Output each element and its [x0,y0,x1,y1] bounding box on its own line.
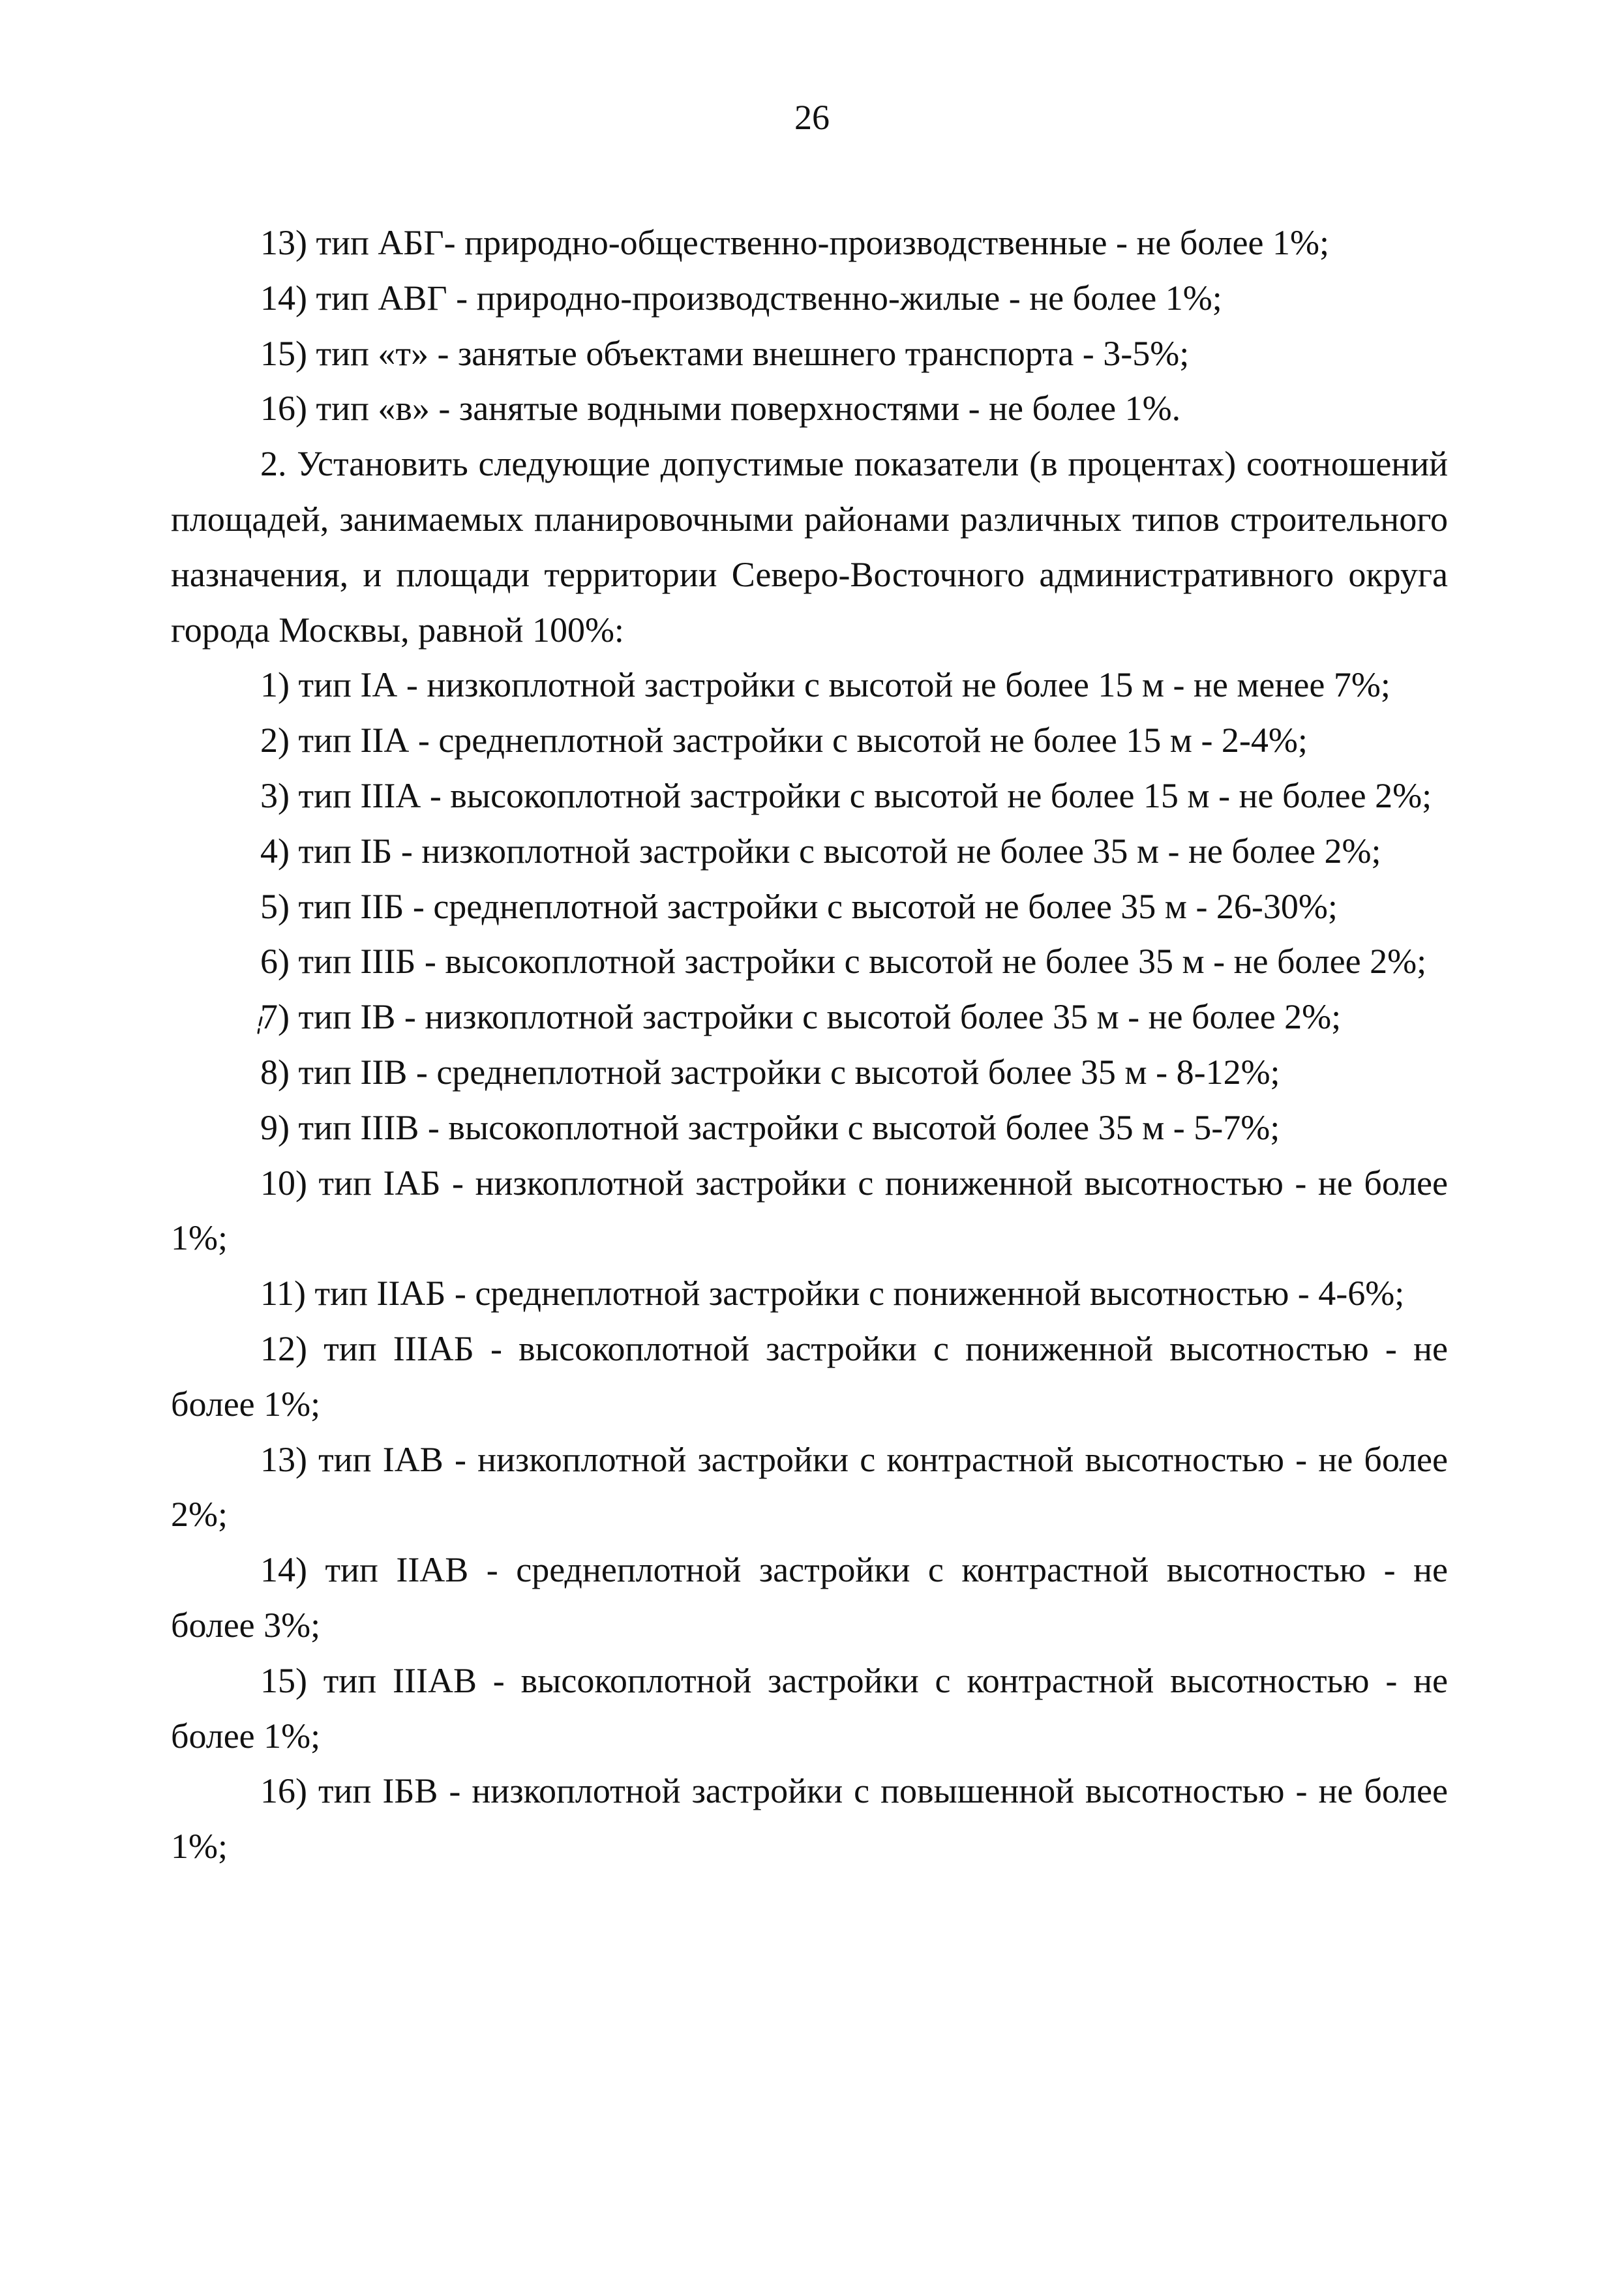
list-item-15-iiiav: 15) тип IIIАВ - высокоплотной застройки с контрастной высотностью - не более 1%; [171,1660,1448,1756]
list-item-7-iv: 7) тип IВ - низкоплотной застройки с высотой более 35 м - не более 2%; [260,997,1342,1037]
list-item-1-ia: 1) тип IА - низкоплотной застройки с высотой не более 15 м - не менее 7%; [260,665,1391,705]
list-item-14-iiav: 14) тип IIАВ - среднеплотной застройки с контрастной высотностью - не более 3%; [171,1550,1448,1645]
list-item-16-v: 16) тип «в» - занятые водными поверхностями - не более 1%. [260,389,1181,428]
list-item-16-ibv: 16) тип IБВ - низкоплотной застройки с повышенной высотностью - не более 1%; [171,1771,1448,1866]
list-item-13-iav: 13) тип IАВ - низкоплотной застройки с контрастной высотностью - не более 2%; [171,1439,1448,1535]
section-2-paragraph: 2. Установить следующие допустимые показатели (в процентах) соотношений площадей, занимаемых планировочными районами различных типов строительного назначения, и площади территории Северо-Восточного административного округа города Москвы, равной 100%: [171,444,1448,650]
list-item-4-ib: 4) тип IБ - низкоплотной застройки с высотой не более 35 м - не более 2%; [260,831,1381,871]
list-item-6-iiib: 6) тип IIIБ - высокоплотной застройки с высотой не более 35 м - не более 2%; [260,942,1427,981]
list-item-10-iab: 10) тип IАБ - низкоплотной застройки с пониженной высотностью - не более 1%; [171,1163,1448,1258]
list-item-15-t: 15) тип «т» - занятые объектами внешнего транспорта - 3-5%; [260,333,1190,373]
stray-pen-mark [256,1014,265,1040]
page-number: 26 [794,98,830,137]
list-item-5-iib: 5) тип IIБ - среднеплотной застройки с высотой не более 35 м - 26-30%; [260,886,1338,926]
list-item-11-iiab: 11) тип IIАБ - среднеплотной застройки с пониженной высотностью - 4-6%; [260,1274,1405,1313]
list-item-9-iiiv: 9) тип IIIВ - высокоплотной застройки с высотой более 35 м - 5-7%; [260,1107,1280,1147]
list-item-12-iiiab: 12) тип IIIАБ - высокоплотной застройки с пониженной высотностью - не более 1%; [171,1328,1448,1424]
list-item-2-iia: 2) тип IIА - среднеплотной застройки с высотой не более 15 м - 2-4%; [260,721,1308,760]
list-item-13-abg: 13) тип АБГ- природно-общественно-производственные - не более 1%; [260,223,1329,262]
list-item-8-iiv: 8) тип IIВ - среднеплотной застройки с высотой более 35 м - 8-12%; [260,1052,1280,1092]
list-item-3-iiia: 3) тип IIIА - высокоплотной застройки с высотой не более 15 м - не более 2%; [260,775,1432,815]
pen-mark-icon [256,1016,265,1036]
document-body [171,215,1448,1874]
list-item-14-avg: 14) тип АВГ - природно-производственно-жилые - не более 1%; [260,278,1222,318]
